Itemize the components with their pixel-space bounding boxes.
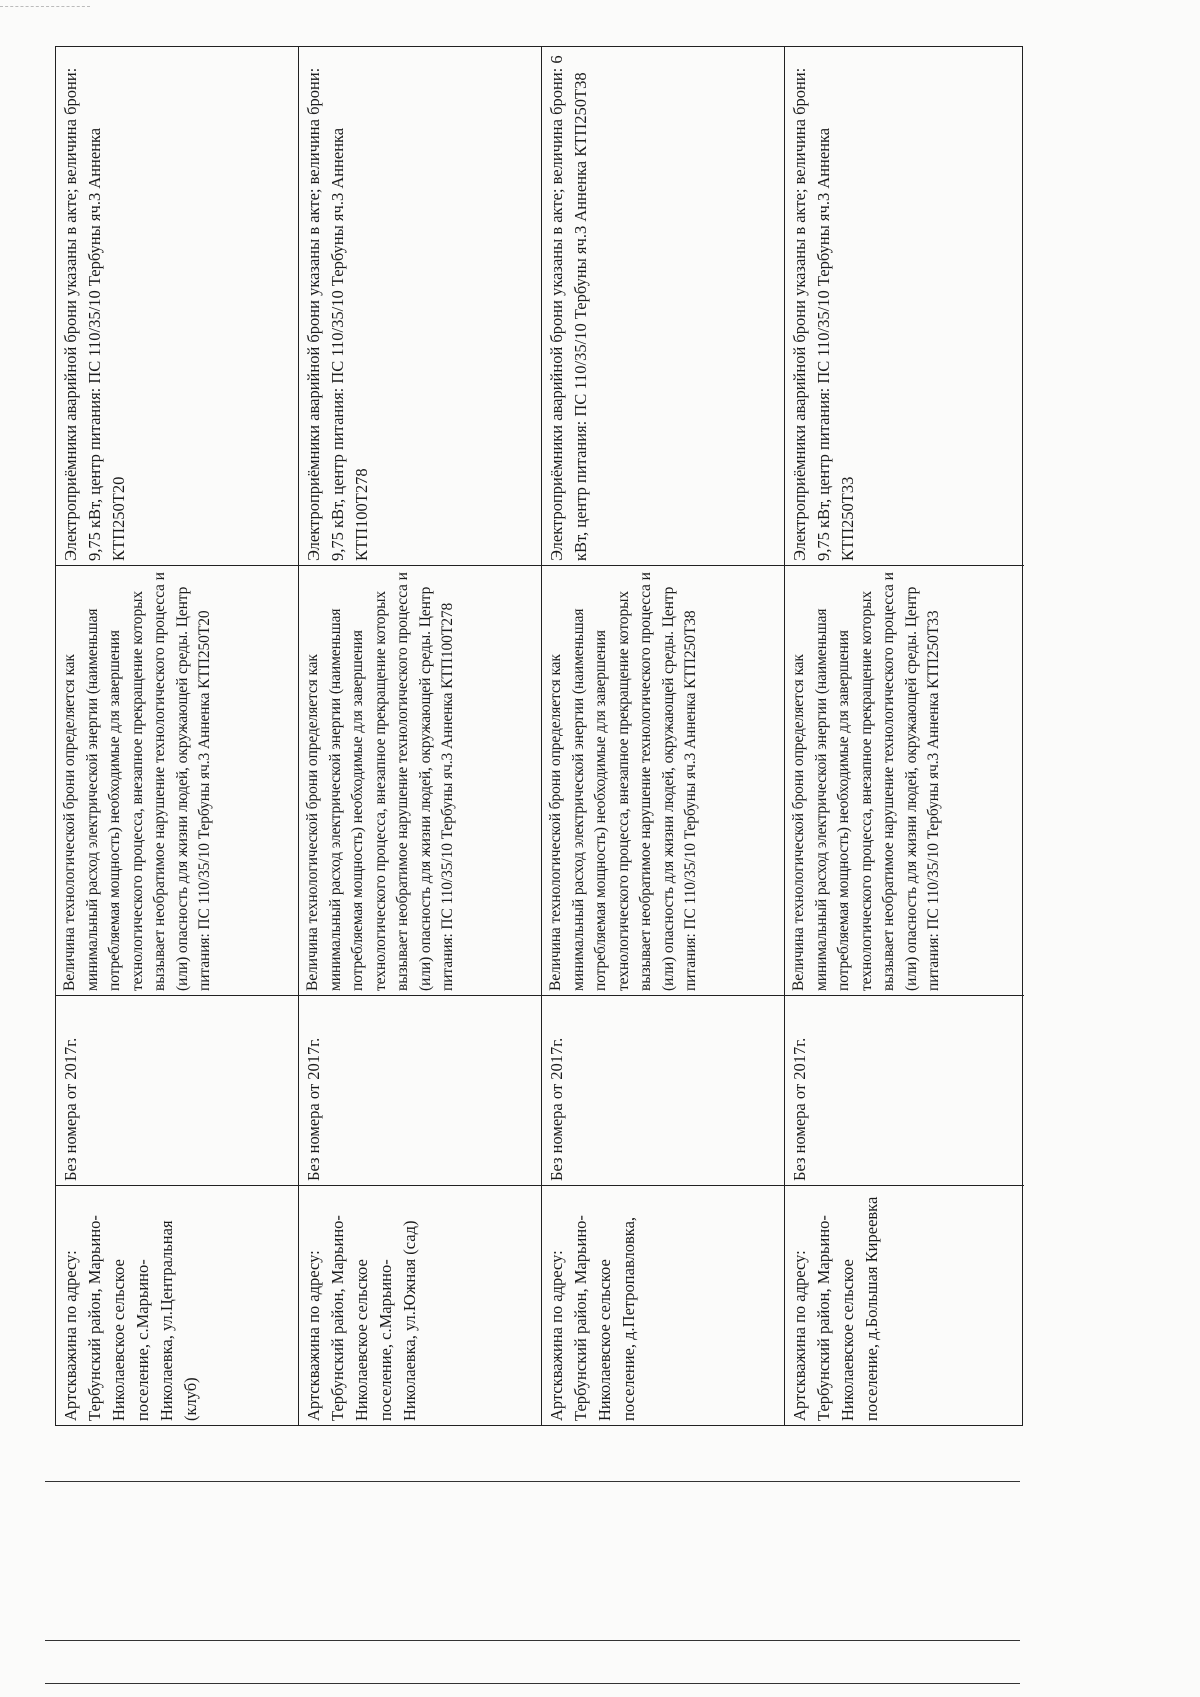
emergency-reserve-cell: Электроприёмники аварийной брони указаны в акте; величина брони: 9,75 кВт, центр питания: ПС 110/35/10 Тербуны яч.3 Анненка КТП250Т20 [61,67,128,561]
emergency-reserve-cell: Электроприёмники аварийной брони указаны в акте; величина брони: 9,75 кВт, центр питания: ПС 110/35/10 Тербуны яч.3 Анненка КТП250Т33 [790,67,857,561]
address-cell: Артскважина по адресу: Тербунский район, Марьино-Николаевское сельское поселение, с.Марьино-Николаевка, ул.Южная (сад) [299,1185,541,1425]
address-cell: Артскважина по адресу: Тербунский район, Марьино-Николаевское сельское поселение, д.Большая Киреевка [785,1185,1024,1425]
emergency-reserve-cell: Электроприёмники аварийной брони указаны в акте; величина брони: 6 кВт, центр питания: ПС 110/35/10 Тербуны яч.3 Анненка КТП250Т38 [547,55,590,561]
act-cell: Без номера от 2017г. [542,995,784,1185]
tech-reserve-cell: Величина технологической брони определяется как минимальный расход электрической энергии (наименьшая потребляемая мощность) необходимые для завершения технологического процесса, внезапное прекращение которых вызывает необратимое нарушение технологического процесса и (или) опасность для жизни людей, окружающей среды. Центр питания: ПС 110/35/10 Тербуны яч.3 Анненка КТП250Т20 [56,565,298,995]
form-rule-line [45,1481,1020,1482]
table-row [542,47,785,1425]
reservation-table [55,46,1023,1426]
tech-reserve-cell: Величина технологической брони определяется как минимальный расход электрической энергии (наименьшая потребляемая мощность) необходимые для завершения технологического процесса, внезапное прекращение которых вызывает необратимое нарушение технологического процесса и (или) опасность для жизни людей, окружающей среды. Центр питания: ПС 110/35/10 Тербуны яч.3 Анненка КТП250Т33 [785,565,1024,995]
table-row [299,47,542,1425]
address-cell: Артскважина по адресу: Тербунский район, Марьино-Николаевское сельское поселение, с.Марьино-Николаевка, ул.Центральная (клуб) [56,1185,298,1425]
emergency-reserve-cell: Электроприёмники аварийной брони указаны в акте; величина брони: 9,75 кВт, центр питания: ПС 110/35/10 Тербуны яч.3 Анненка КТП100Т278 [304,67,371,561]
address-cell: Артскважина по адресу: Тербунский район, Марьино-Николаевское сельское поселение, д.Петропавловка, [542,1185,784,1425]
tech-reserve-cell: Величина технологической брони определяется как минимальный расход электрической энергии (наименьшая потребляемая мощность) необходимые для завершения технологического процесса, внезапное прекращение которых вызывает необратимое нарушение технологического процесса и (или) опасность для жизни людей, окружающей среды. Центр питания: ПС 110/35/10 Тербуны яч.3 Анненка КТП100Т278 [299,565,541,995]
act-cell: Без номера от 2017г. [299,995,541,1185]
table-row [785,47,1024,1425]
act-cell: Без номера от 2017г. [785,995,1024,1185]
act-cell: Без номера от 2017г. [56,995,298,1185]
tech-reserve-cell: Величина технологической брони определяется как минимальный расход электрической энергии (наименьшая потребляемая мощность) необходимые для завершения технологического процесса, внезапное прекращение которых вызывает необратимое нарушение технологического процесса и (или) опасность для жизни людей, окружающей среды. Центр питания: ПС 110/35/10 Тербуны яч.3 Анненка КТП250Т38 [542,565,784,995]
form-rule-line [45,1640,1020,1641]
table-row [56,47,299,1425]
form-rule-line [45,1683,1020,1684]
scan-artifact [0,6,90,8]
